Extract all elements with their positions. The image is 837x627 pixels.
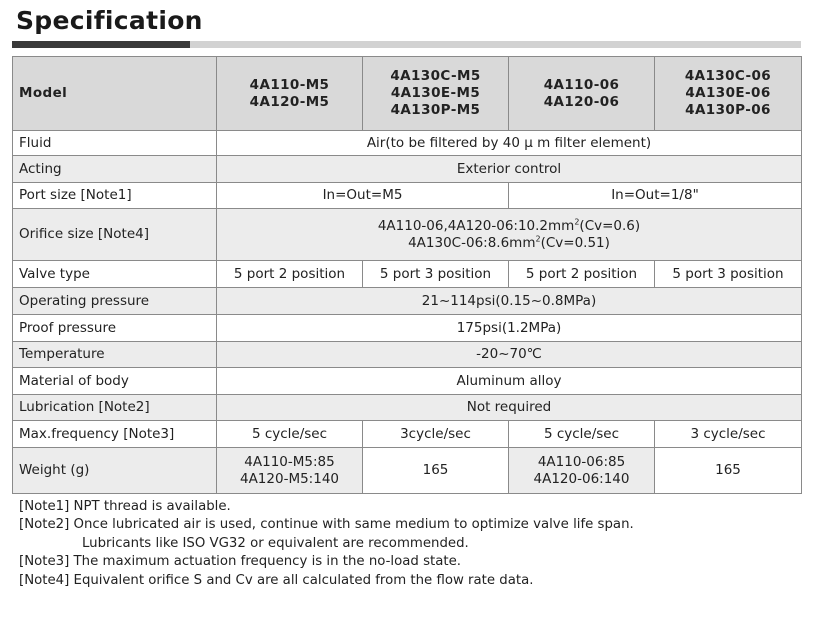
row-orifice-size (13, 209, 802, 261)
row-label: Fluid (13, 131, 217, 156)
row-label: Max.frequency [Note3] (13, 421, 217, 448)
row-fluid (13, 131, 802, 156)
row-value: 3cycle/sec (363, 421, 509, 448)
row-value: 5 port 2 position (217, 261, 363, 288)
model-name: 4A130P-M5 (390, 102, 481, 118)
row-value: 3 cycle/sec (655, 421, 802, 448)
row-value: 5 cycle/sec (217, 421, 363, 448)
row-label: Valve type (13, 261, 217, 288)
row-label: Material of body (13, 368, 217, 395)
row-label: Temperature (13, 342, 217, 368)
row-label: Orifice size [Note4] (13, 209, 217, 261)
row-value (217, 448, 363, 494)
model-name: 4A120-06 (543, 93, 620, 110)
header-model-col4 (655, 57, 802, 131)
row-value: 21~114psi(0.15~0.8MPa) (217, 288, 802, 315)
weight-line: 4A120-M5:140 (239, 470, 339, 487)
row-value: -20~70℃ (217, 342, 802, 368)
row-proof-pressure (13, 315, 802, 342)
page-title: Specification (16, 6, 203, 35)
model-name: 4A120-M5 (249, 93, 330, 110)
header-model-label: Model (13, 57, 217, 131)
model-name: 4A130E-M5 (390, 85, 481, 101)
row-operating-pressure (13, 288, 802, 315)
model-name: 4A130C-06 (684, 68, 772, 84)
model-name: 4A130E-06 (685, 85, 771, 101)
row-label: Lubrication [Note2] (13, 395, 217, 421)
row-value: 165 (363, 448, 509, 494)
row-value: Not required (217, 395, 802, 421)
row-value: Exterior control (217, 156, 802, 183)
footnotes (19, 498, 634, 590)
row-value: Air(to be filtered by 40 μ m filter element) (217, 131, 802, 156)
row-lubrication (13, 395, 802, 421)
row-port-size (13, 183, 802, 209)
row-value: 5 port 3 position (363, 261, 509, 288)
specification-table (12, 56, 802, 494)
row-label: Proof pressure (13, 315, 217, 342)
note-1: [Note1] NPT thread is available. (19, 499, 231, 514)
orifice-line-2: $4A130C-06:8.6mm^2(Cv=0.51)$ (408, 234, 610, 251)
note-2: [Note2] Once lubricated air is used, continue with same medium to optimize valve life span. (19, 517, 634, 533)
row-weight (13, 448, 802, 494)
note-3: [Note3] The maximum actuation frequency is in the no-load state. (19, 554, 461, 570)
header-row (13, 57, 802, 131)
row-label: Port size [Note1] (13, 183, 217, 209)
weight-line: 4A110-M5:85 (244, 453, 335, 470)
model-name: 4A130P-06 (685, 102, 771, 118)
row-value: Aluminum alloy (217, 368, 802, 395)
model-name: 4A110-M5 (249, 76, 330, 93)
row-max-frequency (13, 421, 802, 448)
row-value (217, 209, 802, 261)
row-value: 165 (655, 448, 802, 494)
header-model-col2 (363, 57, 509, 131)
row-value: In=Out=M5 (217, 183, 509, 209)
model-name: 4A130C-M5 (390, 68, 481, 84)
row-value: 5 cycle/sec (509, 421, 655, 448)
header-model-col3 (509, 57, 655, 131)
weight-line: 4A110-06:85 (537, 453, 626, 470)
note-2-continued: Lubricants like ISO VG32 or equivalent are recommended. (82, 535, 469, 551)
row-value: 175psi(1.2MPa) (217, 315, 802, 342)
row-value: 5 port 2 position (509, 261, 655, 288)
weight-line: 4A120-06:140 (533, 470, 630, 487)
title-underline-accent (12, 41, 190, 48)
header-model-col1 (217, 57, 363, 131)
model-name: 4A110-06 (543, 76, 620, 93)
row-label: Operating pressure (13, 288, 217, 315)
orifice-line-1: $4A110-06,4A120-06:10.2mm^2(Cv=0.6)$ (377, 217, 641, 234)
note-4: [Note4] Equivalent orifice S and Cv are all calculated from the flow rate data. (19, 572, 534, 588)
row-value: In=Out=1/8" (509, 183, 802, 209)
row-label: Weight (g) (13, 448, 217, 494)
row-material (13, 368, 802, 395)
row-acting (13, 156, 802, 183)
row-temperature (13, 342, 802, 368)
row-value: 5 port 3 position (655, 261, 802, 288)
row-value (509, 448, 655, 494)
row-valve-type (13, 261, 802, 288)
row-label: Acting (13, 156, 217, 183)
